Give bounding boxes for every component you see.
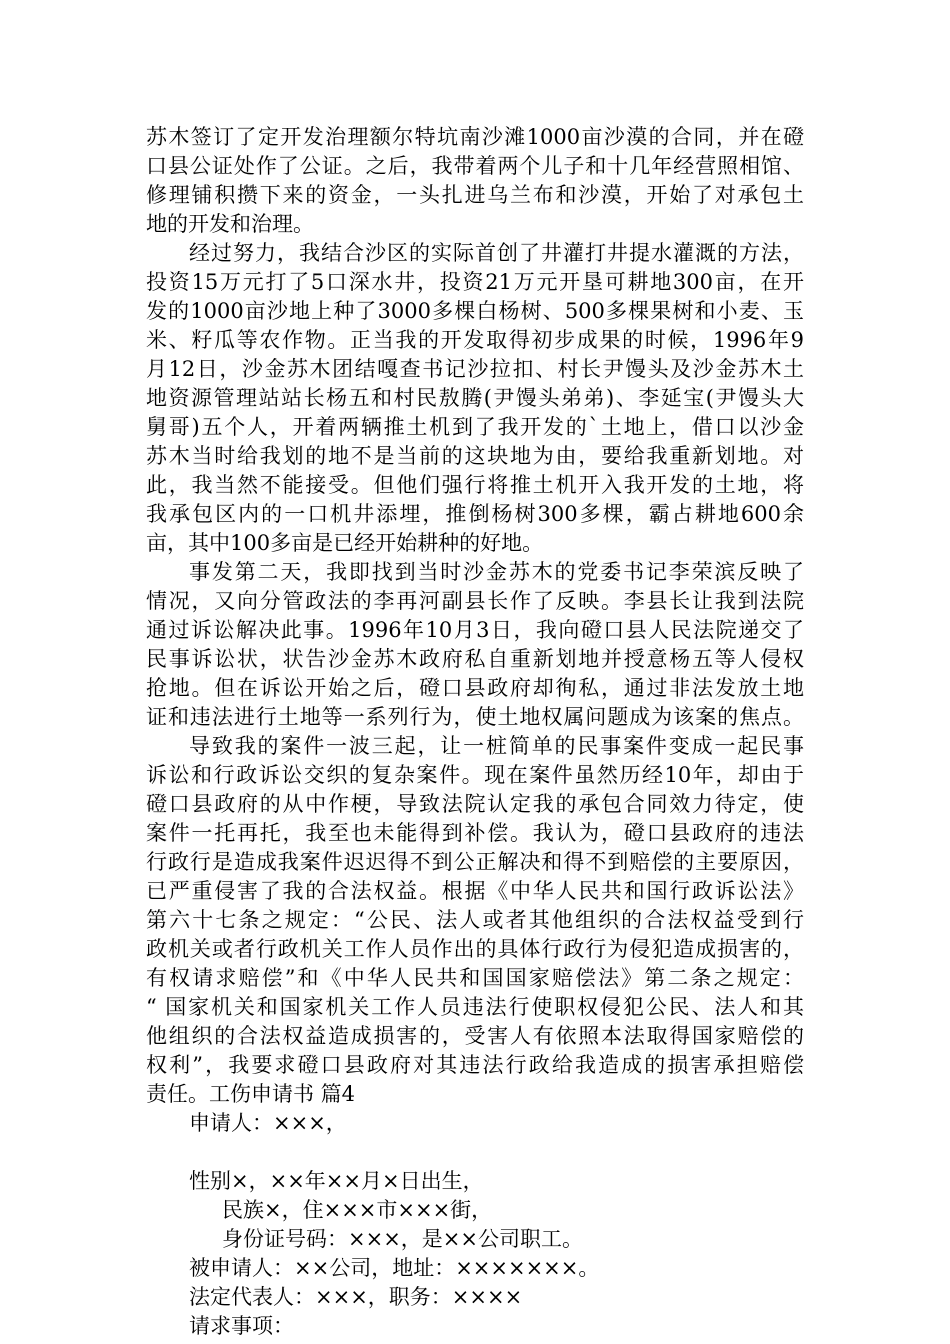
body-text-line: 已严重侵害了我的合法权益。根据《中华人民共和国行政诉讼法》 <box>146 879 804 903</box>
body-text-line: 口县公证处作了公证。之后，我带着两个儿子和十几年经营照相馆、 <box>146 154 804 178</box>
body-text-line: 投资15万元打了5口深水井，投资21万元开垦可耕地300亩，在开 <box>146 270 804 294</box>
body-text-line: 此，我当然不能接受。但他们强行将推土机开入我开发的土地，将 <box>146 473 804 497</box>
body-text-line: 证和违法进行土地等一系列行为，使土地权属问题成为该案的焦点。 <box>146 705 804 729</box>
body-text-line: 地的开发和治理。 <box>146 212 314 236</box>
body-text-line: 情况，又向分管政法的李再河副县长作了反映。李县长让我到法院 <box>146 589 804 613</box>
body-text-line: 行政行是造成我案件迟迟得不到公正解决和得不到赔偿的主要原因， <box>146 850 804 874</box>
body-text-line: 磴口县政府的从中作梗，导致法院认定我的承包合同效力待定，使 <box>146 792 804 816</box>
body-text-line: 诉讼和行政诉讼交织的复杂案件。现在案件虽然历经10年，却由于 <box>146 763 804 787</box>
id-number-line: 身份证号码：×××，是××公司职工。 <box>222 1227 583 1251</box>
body-text-line: 政机关或者行政机关工作人员作出的具体行政行为侵犯造成损害的， <box>146 937 804 961</box>
body-text-line: 亩，其中100多亩是已经开始耕种的好地。 <box>146 531 544 555</box>
body-text-line: 苏木当时给我划的地不是当前的这块地为由，要给我重新划地。对 <box>146 444 804 468</box>
respondent-line: 被申请人：××公司，地址：×××××××。 <box>189 1256 600 1280</box>
body-text-line: 有权请求赔偿”和《中华人民共和国国家赔偿法》第二条之规定： <box>146 966 804 990</box>
body-text-line: 案件一托再托，我至也未能得到补偿。我认为，磴口县政府的违法 <box>146 821 804 845</box>
body-text-line: 发的1000亩沙地上种了3000多棵白杨树、500多棵果树和小麦、玉 <box>146 299 804 323</box>
request-heading: 请求事项： <box>189 1314 294 1338</box>
legal-rep-line: 法定代表人：×××，职务：×××× <box>189 1285 523 1309</box>
body-text-line: 我承包区内的一口机井添埋，推倒杨树300多棵，霸占耕地600余 <box>146 502 804 526</box>
applicant-line: 申请人：×××， <box>189 1111 347 1135</box>
body-text-line: “ 国家机关和国家机关工作人员违法行使职权侵犯公民、法人和其 <box>146 995 804 1019</box>
body-text-line: 月12日，沙金苏木团结嘎查书记沙拉扣、村长尹馒头及沙金苏木土 <box>146 357 804 381</box>
body-text-line: 事发第二天，我即找到当时沙金苏木的党委书记李荣滨反映了 <box>189 560 804 584</box>
body-text-line: 民事诉讼状，状告沙金苏木政府私自重新划地并授意杨五等人侵权 <box>146 647 804 671</box>
body-text-line: 他组织的合法权益造成损害的，受害人有依照本法取得国家赔偿的 <box>146 1024 804 1048</box>
body-text-line: 责任。工伤申请书 篇4 <box>146 1082 356 1106</box>
body-text-line: 权利”，我要求磴口县政府对其违法行政给我造成的损害承担赔偿 <box>146 1053 804 1077</box>
body-text-line: 苏木签订了定开发治理额尔特坑南沙滩1000亩沙漠的合同，并在磴 <box>146 125 804 149</box>
body-text-line: 导致我的案件一波三起，让一桩简单的民事案件变成一起民事 <box>189 734 804 758</box>
ethnicity-address-line: 民族×，住×××市×××街， <box>222 1198 493 1222</box>
body-text-line: 地资源管理站站长杨五和村民敖腾(尹馒头弟弟)、李延宝(尹馒头大 <box>146 386 804 410</box>
body-text-line: 舅哥)五个人，开着两辆推土机到了我开发的`土地上，借口以沙金 <box>146 415 804 439</box>
body-text-line: 通过诉讼解决此事。1996年10月3日，我向磴口县人民法院递交了 <box>146 618 804 642</box>
body-text-line: 第六十七条之规定：“公民、法人或者其他组织的合法权益受到行 <box>146 908 804 932</box>
body-text-line: 抢地。但在诉讼开始之后，磴口县政府却徇私，通过非法发放土地 <box>146 676 804 700</box>
body-text-line: 修理铺积攒下来的资金，一头扎进乌兰布和沙漠，开始了对承包土 <box>146 183 804 207</box>
body-text-line: 经过努力，我结合沙区的实际首创了井灌打井提水灌溉的方法， <box>189 241 804 265</box>
body-text-line: 米、籽瓜等农作物。正当我的开发取得初步成果的时候，1996年9 <box>146 328 804 352</box>
gender-birth-line: 性别×，××年××月×日出生， <box>189 1169 484 1193</box>
